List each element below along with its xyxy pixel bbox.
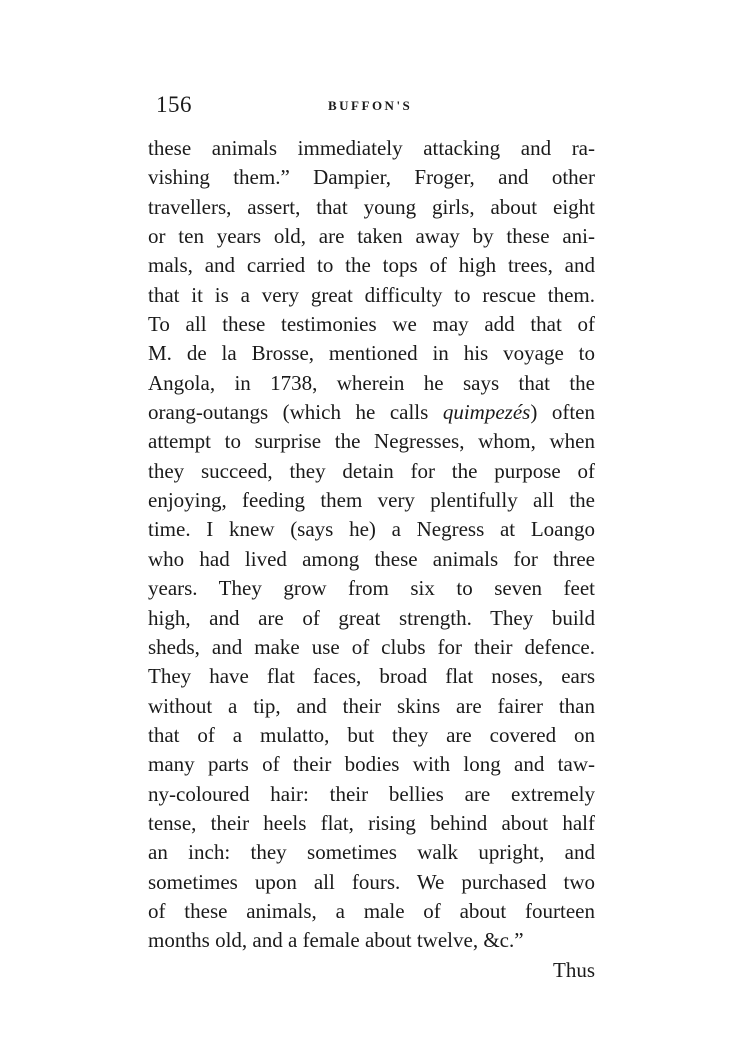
text-line: years. They grow from six to seven feet [148, 576, 595, 601]
text-line: mals, and carried to the tops of high trees, and [148, 253, 595, 278]
text-line: high, and are of great strength. They build [148, 605, 595, 630]
text-line: who had lived among these animals for three [148, 546, 595, 571]
text-line-with-italic [148, 398, 595, 427]
text-line: To all these testimonies we may add that of [148, 312, 595, 337]
text-line: M. de la Brosse, mentioned in his voyage to [148, 341, 595, 366]
page-number: 156 [156, 92, 192, 117]
text-line: travellers, assert, that young girls, about eight [148, 194, 595, 219]
text-line: months old, and a female about twelve, &c.” [148, 928, 524, 953]
text-line: of these animals, a male of about fourteen [148, 898, 595, 923]
text-line: they succeed, they detain for the purpose of [148, 458, 595, 483]
text-line: time. I knew (says he) a Negress at Loango [148, 517, 595, 542]
text-line: Angola, in 1738, wherein he says that the [148, 370, 595, 395]
text-line: or ten years old, are taken away by these ani- [148, 224, 595, 249]
page-header [156, 92, 596, 122]
text-segment: ) often [530, 400, 595, 425]
text-line: ny-coloured hair: their bellies are extremely [148, 781, 595, 806]
catchword: Thus [553, 958, 595, 982]
text-line: an inch: they sometimes walk upright, and [148, 840, 595, 865]
text-line: without a tip, and their skins are fairer than [148, 693, 595, 718]
text-line: sometimes upon all fours. We purchased two [148, 869, 595, 894]
text-line: these animals immediately attacking and ra- [148, 136, 595, 160]
text-line: enjoying, feeding them very plentifully all the [148, 488, 595, 513]
text-line: attempt to surprise the Negresses, whom, when [148, 429, 595, 454]
text-line: vishing them.” Dampier, Froger, and other [148, 165, 595, 190]
text-line: They have flat faces, broad flat noses, ears [148, 664, 595, 689]
text-line: tense, their heels flat, rising behind about half [148, 810, 595, 835]
italic-term: quimpezés [442, 400, 531, 425]
text-line: many parts of their bodies with long and taw- [148, 752, 595, 777]
body-text [148, 134, 595, 956]
running-head: BUFFON'S [328, 98, 413, 113]
text-line: that it is a very great difficulty to rescue them. [148, 282, 595, 307]
text-segment: orang-outangs (which he calls [148, 400, 429, 425]
text-line: that of a mulatto, but they are covered on [148, 722, 595, 747]
text-line: sheds, and make use of clubs for their defence. [148, 634, 595, 659]
